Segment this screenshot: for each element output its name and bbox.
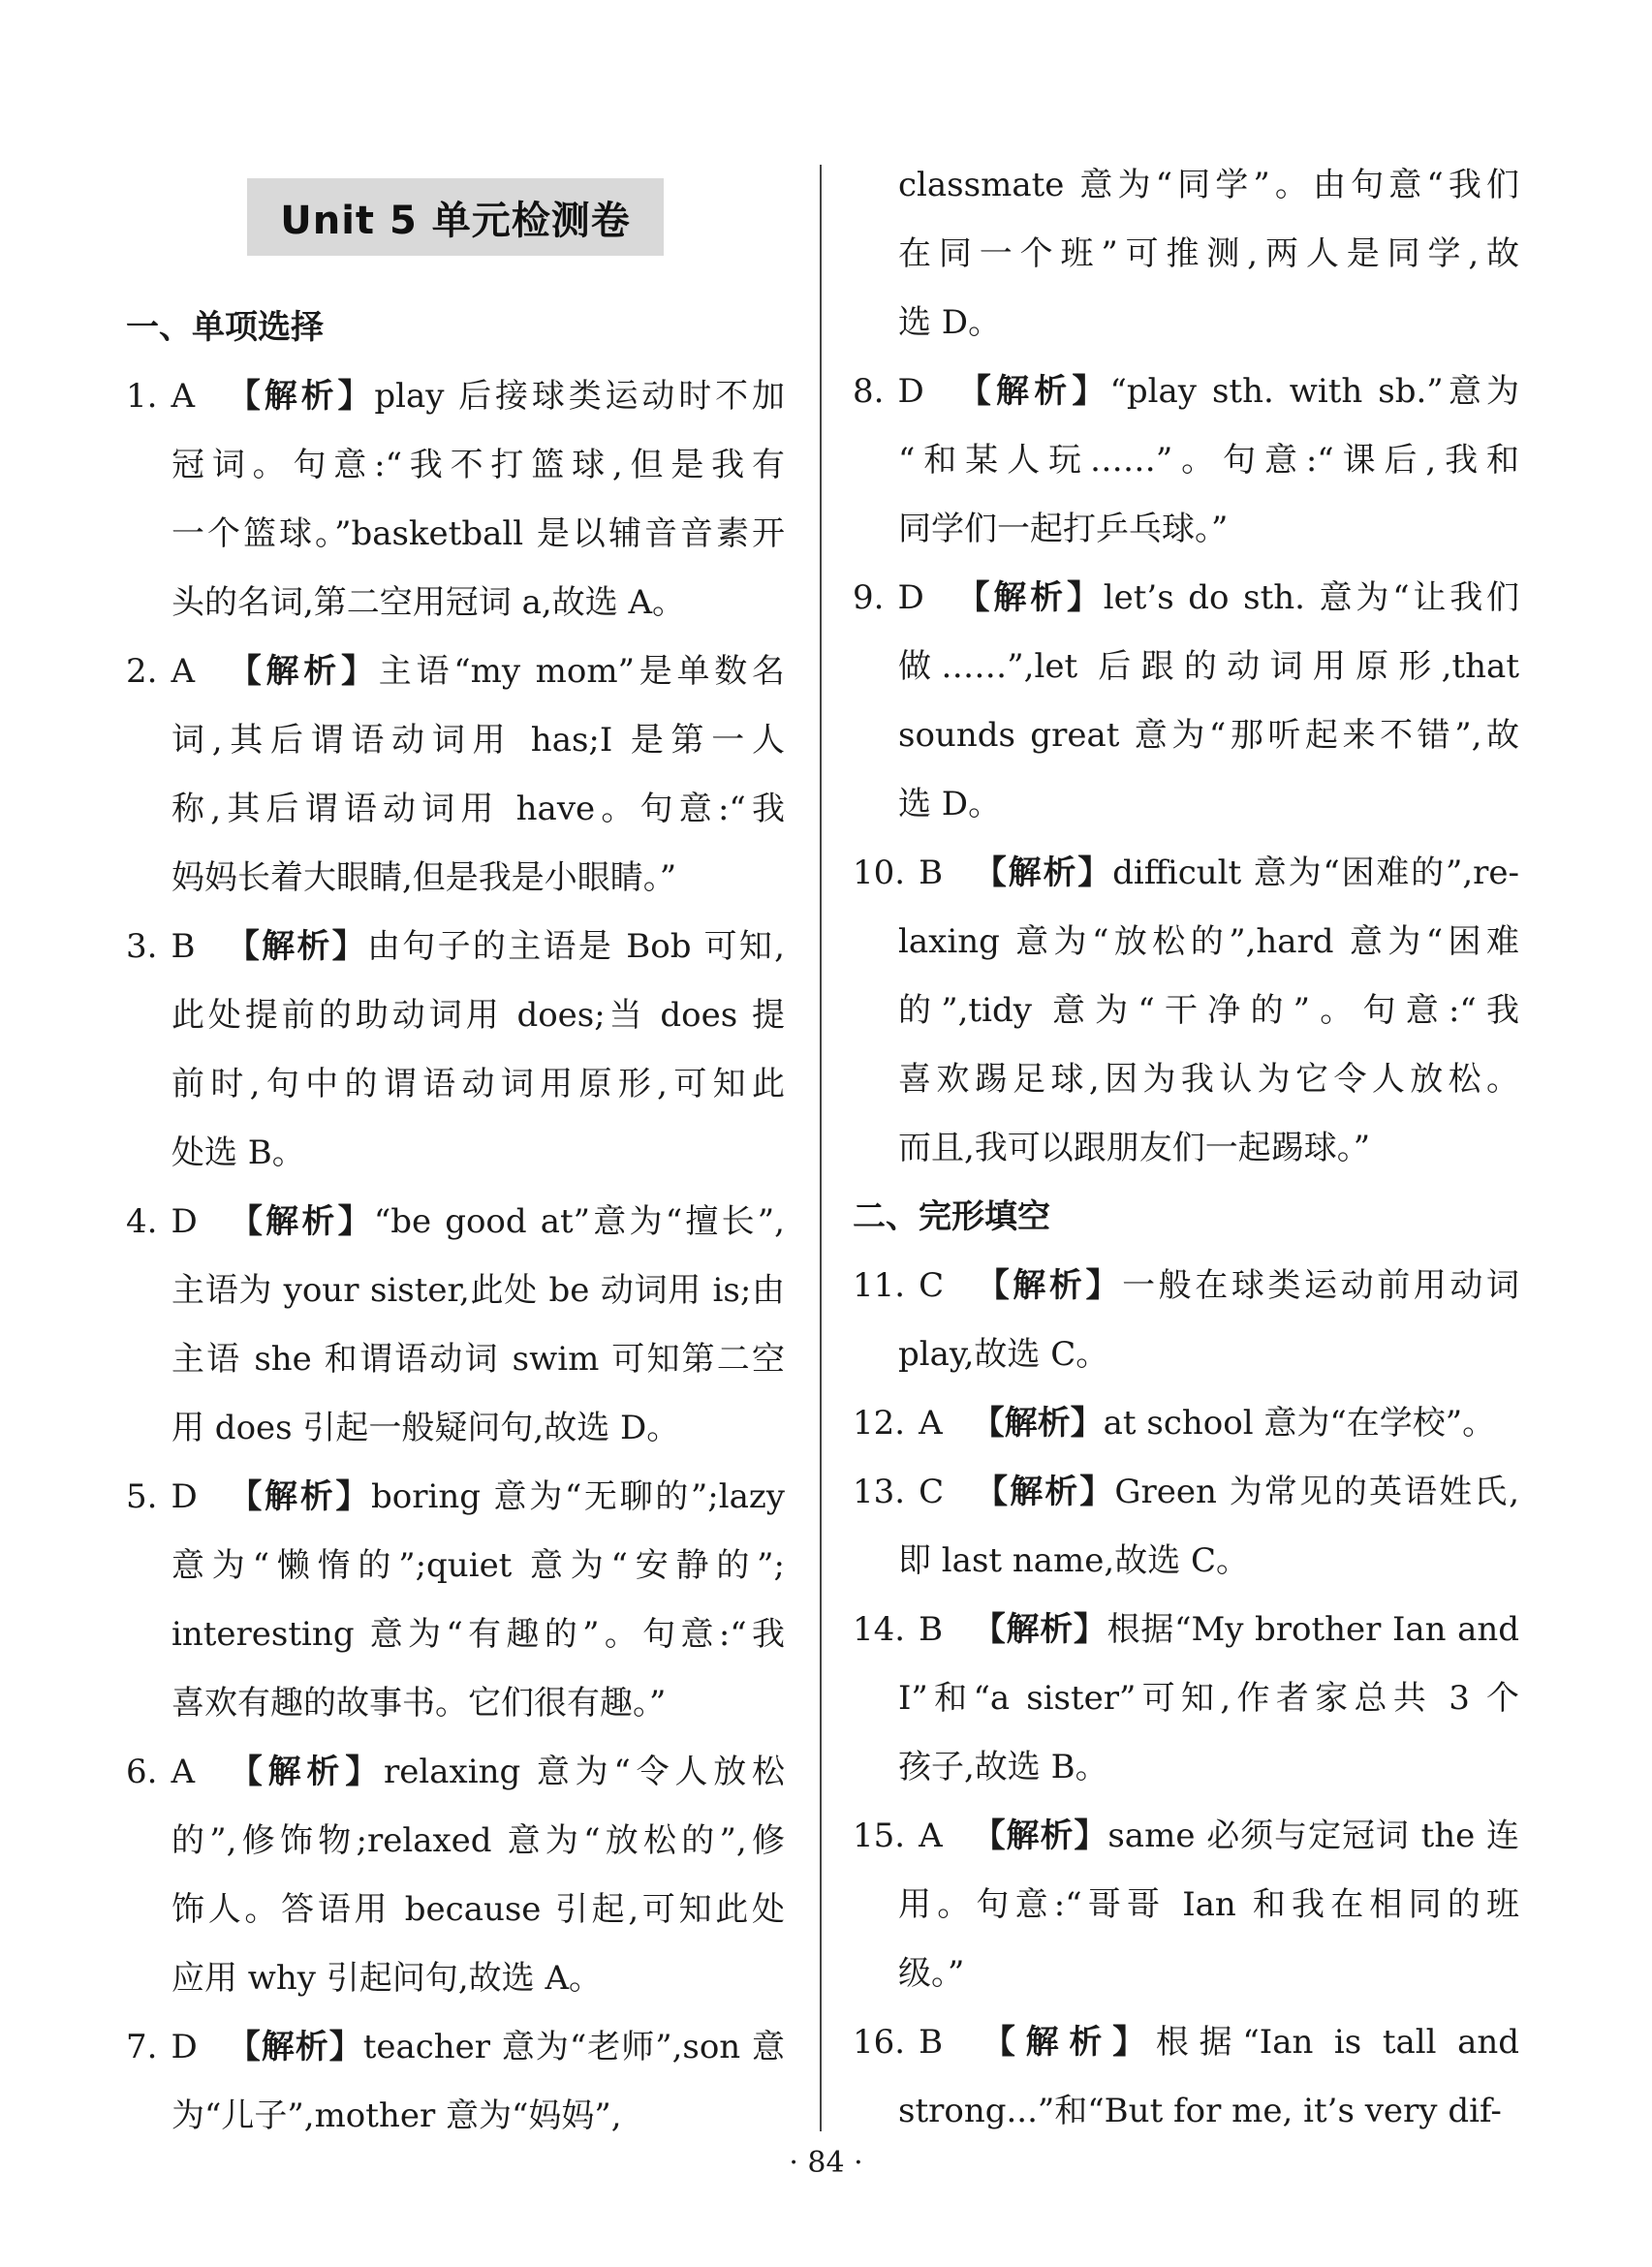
answer-line	[126, 1463, 785, 1532]
answer-item	[126, 1463, 785, 1738]
answer-line	[853, 426, 1519, 495]
analysis-text: 由句子的主语是 Bob 可知,	[366, 927, 785, 966]
answer-line	[853, 1940, 1519, 2008]
item-answer: A	[919, 1817, 943, 1855]
answer-line	[126, 1532, 785, 1600]
analysis-text: 处选 B。	[171, 1134, 305, 1172]
answer-line	[126, 431, 785, 500]
analysis-text: play,故选 C。	[898, 1335, 1109, 1374]
answer-line	[853, 633, 1519, 701]
analysis-tag: 【解析】	[952, 578, 1104, 617]
answer-item	[126, 1738, 785, 2013]
analysis-text: I”和“a sister”可知,作者家总共 3 个	[898, 1679, 1519, 1718]
answer-line	[853, 495, 1519, 564]
analysis-text: relaxing 意为“令人放松	[384, 1753, 785, 1791]
item-number: 15.	[853, 1817, 906, 1855]
column-divider	[820, 165, 822, 2131]
analysis-text: “play sth. with sb.”意为	[1109, 372, 1519, 411]
answer-line	[853, 357, 1519, 426]
answer-line	[853, 770, 1519, 839]
item-answer: C	[919, 1473, 945, 1511]
analysis-text: interesting 意为“有趣的”。句意:“我	[171, 1615, 785, 1654]
analysis-text: play 后接球类运动时不加	[374, 377, 785, 416]
answer-line	[853, 1871, 1519, 1940]
analysis-tag: 【解析】	[973, 1473, 1115, 1511]
answer-line	[126, 362, 785, 431]
analysis-text: 做……”,let 后跟的动词用原形,that	[898, 647, 1519, 686]
answer-line	[126, 1944, 785, 2013]
left-items	[126, 362, 785, 2151]
analysis-text: 前时,句中的谓语动词用原形,可知此	[171, 1065, 785, 1103]
analysis-tag: 【解析】	[972, 2023, 1156, 2062]
analysis-text: 选 D。	[898, 785, 1002, 823]
answer-item	[853, 1458, 1519, 1596]
analysis-text: “be good at”意为“擅长”,	[373, 1202, 785, 1241]
analysis-text: 级。”	[898, 1954, 965, 1993]
item-answer: A	[171, 1753, 196, 1791]
analysis-text: same 必须与定冠词 the 连	[1107, 1817, 1519, 1855]
right-items-b	[853, 1252, 1519, 2146]
answer-line	[126, 1394, 785, 1463]
analysis-text: 意为“懒惰的”;quiet 意为“安静的”;	[171, 1546, 785, 1585]
item-number: 12.	[853, 1404, 906, 1443]
answer-item	[126, 913, 785, 1188]
answer-line	[126, 1188, 785, 1257]
answer-line	[126, 706, 785, 775]
answer-line	[126, 1325, 785, 1394]
item-number: 8.	[853, 372, 885, 411]
item-answer: B	[171, 927, 196, 966]
item-number: 10.	[853, 854, 906, 892]
item-answer: C	[919, 1266, 945, 1305]
analysis-text: 一般在球类运动前用动词	[1122, 1266, 1519, 1305]
analysis-text: 即 last name,故选 C。	[898, 1541, 1250, 1580]
answer-item	[853, 564, 1519, 839]
answer-item	[853, 1802, 1519, 2008]
answer-line	[126, 1119, 785, 1188]
analysis-text: 主语 she 和谓语动词 swim 可知第二空	[171, 1340, 785, 1379]
answer-line	[126, 500, 785, 569]
section-heading-single-choice: 一、单项选择	[126, 308, 324, 347]
analysis-tag: 【解析】	[224, 927, 367, 966]
analysis-text: let’s do sth. 意为“让我们	[1103, 578, 1519, 617]
answer-line	[853, 1733, 1519, 1802]
answer-line	[126, 981, 785, 1050]
analysis-text: 根据“My brother Ian and	[1107, 1610, 1519, 1649]
answer-line	[126, 1050, 785, 1119]
answer-line	[126, 1807, 785, 1876]
right-column	[853, 151, 1519, 2146]
analysis-text: 根据“Ian is tall and	[1155, 2023, 1519, 2062]
analysis-tag: 【解析】	[224, 1753, 384, 1791]
answer-line	[853, 2008, 1519, 2077]
answer-line	[126, 1600, 785, 1669]
answer-line	[126, 2082, 785, 2151]
answer-line	[126, 1738, 785, 1807]
analysis-text: 主语“my mom”是单数名	[378, 652, 785, 691]
analysis-text: difficult 意为“困难的”,re-	[1112, 854, 1519, 892]
analysis-text: laxing 意为“放松的”,hard 意为“困难	[898, 922, 1519, 961]
analysis-text: 饰人。答语用 because 引起,可知此处	[171, 1890, 785, 1929]
analysis-text: 用。句意:“哥哥 Ian 和我在相同的班	[898, 1885, 1519, 1924]
answer-item	[853, 1389, 1519, 1458]
analysis-text: 喜欢踢足球,因为我认为它令人放松。	[898, 1060, 1519, 1099]
answer-item	[126, 1188, 785, 1463]
answer-line	[853, 1389, 1519, 1458]
answer-line	[853, 1664, 1519, 1733]
item-number: 6.	[126, 1753, 158, 1791]
answer-line	[853, 1527, 1519, 1596]
analysis-tag: 【解析】	[952, 372, 1110, 411]
analysis-text: 此处提前的助动词用 does;当 does 提	[171, 996, 785, 1035]
item-number: 5.	[126, 1477, 158, 1516]
analysis-text: 词,其后谓语动词用 has;I 是第一人	[171, 721, 785, 760]
answer-line	[853, 1320, 1519, 1389]
item-answer: D	[171, 2028, 198, 2066]
analysis-text: teacher 意为“老师”,son 意	[362, 2028, 785, 2066]
answer-line	[126, 1876, 785, 1944]
analysis-tag: 【解析】	[971, 1404, 1104, 1443]
analysis-text: 称,其后谓语动词用 have。句意:“我	[171, 790, 785, 828]
analysis-tag: 【解析】	[971, 1817, 1108, 1855]
item-answer: B	[919, 2023, 944, 2062]
analysis-text: 用 does 引起一般疑问句,故选 D。	[171, 1409, 680, 1447]
item-answer: A	[919, 1404, 943, 1443]
answer-line	[853, 908, 1519, 977]
item-7-continuation	[853, 151, 1519, 357]
answer-item	[853, 1252, 1519, 1389]
page-number: · 84 ·	[789, 2146, 863, 2180]
analysis-text: 应用 why 引起问句,故选 A。	[171, 1959, 602, 1998]
analysis-text: Green 为常见的英语姓氏,	[1114, 1473, 1519, 1511]
item-number: 4.	[126, 1202, 158, 1241]
answer-line	[126, 1669, 785, 1738]
answer-line	[853, 1252, 1519, 1320]
item-answer: D	[897, 578, 924, 617]
analysis-text: 为“儿子”,mother 意为“妈妈”,	[171, 2096, 622, 2135]
item-number: 2.	[126, 652, 158, 691]
analysis-tag: 【解析】	[224, 377, 375, 416]
analysis-text: 妈妈长着大眼睛,但是我是小眼睛。”	[171, 858, 677, 897]
answer-line	[853, 1045, 1519, 1114]
answer-line	[126, 569, 785, 637]
answer-line	[126, 2013, 785, 2082]
item-number: 1.	[126, 377, 158, 416]
analysis-text: at school 意为“在学校”。	[1103, 1404, 1496, 1443]
analysis-tag: 【解析】	[224, 652, 379, 691]
page-title: Unit 5 单元检测卷	[247, 178, 664, 256]
answer-item	[853, 1596, 1519, 1802]
answer-line	[853, 839, 1519, 908]
analysis-text: 头的名词,第二空用冠词 a,故选 A。	[171, 583, 686, 622]
item-number: 13.	[853, 1473, 906, 1511]
item-answer: B	[919, 854, 944, 892]
item-number: 3.	[126, 927, 158, 966]
answer-item	[126, 362, 785, 637]
item-number: 14.	[853, 1610, 906, 1649]
answer-line	[126, 844, 785, 913]
answer-item	[853, 357, 1519, 564]
item-number: 11.	[853, 1266, 906, 1305]
answer-line	[853, 1114, 1519, 1183]
item-answer: D	[171, 1477, 198, 1516]
item-answer: B	[919, 1610, 944, 1649]
answer-line	[126, 1257, 785, 1325]
analysis-text: 的”,修饰物;relaxed 意为“放松的”,修	[171, 1821, 785, 1860]
analysis-text: 而且,我可以跟朋友们一起踢球。”	[898, 1129, 1371, 1167]
answer-line	[126, 637, 785, 706]
answer-line	[126, 913, 785, 981]
answer-line	[853, 564, 1519, 633]
answer-line	[853, 2077, 1519, 2146]
item-answer: A	[171, 652, 196, 691]
analysis-text: 冠词。句意:“我不打篮球,但是我有	[171, 446, 785, 484]
analysis-text: 一个篮球。”basketball 是以辅音音素开	[171, 514, 785, 553]
analysis-tag: 【解析】	[226, 2028, 363, 2066]
item-answer: D	[171, 1202, 198, 1241]
item-answer: A	[171, 377, 196, 416]
answer-item	[126, 2013, 785, 2151]
answer-line	[853, 977, 1519, 1045]
answer-item	[126, 637, 785, 913]
analysis-tag: 【解析】	[226, 1202, 374, 1241]
answer-line: 选 D。	[898, 303, 1002, 342]
left-column	[126, 150, 785, 2151]
analysis-tag: 【解析】	[972, 854, 1113, 892]
analysis-text: 同学们一起打乒乓球。”	[898, 510, 1229, 548]
section-heading-cloze: 二、完形填空	[853, 1197, 1050, 1236]
item-number: 7.	[126, 2028, 158, 2066]
answer-line: 在同一个班”可推测,两人是同学,故	[898, 234, 1519, 273]
right-items-a	[853, 357, 1519, 1183]
analysis-text: 喜欢有趣的故事书。它们很有趣。”	[171, 1684, 667, 1723]
item-number: 9.	[853, 578, 885, 617]
answer-item	[853, 2008, 1519, 2146]
analysis-text: strong...”和“But for me, it’s very dif-	[898, 2092, 1502, 2130]
analysis-text: 孩子,故选 B。	[898, 1748, 1108, 1786]
answer-line	[853, 701, 1519, 770]
analysis-tag: 【解析】	[226, 1477, 372, 1516]
analysis-text: sounds great 意为“那听起来不错”,故	[898, 716, 1519, 755]
analysis-text: boring 意为“无聊的”;lazy	[371, 1477, 785, 1516]
answer-line	[126, 775, 785, 844]
item-number: 16.	[853, 2023, 906, 2062]
analysis-text: 的”,tidy 意为“干净的”。句意:“我	[898, 991, 1519, 1030]
item-answer: D	[897, 372, 924, 411]
answer-line	[853, 1596, 1519, 1664]
answer-line	[853, 1802, 1519, 1871]
analysis-tag: 【解析】	[972, 1610, 1107, 1649]
analysis-text: 主语为 your sister,此处 be 动词用 is;由	[171, 1271, 785, 1310]
answer-line: classmate 意为“同学”。由句意“我们	[898, 166, 1519, 204]
analysis-text: “和某人玩……”。句意:“课后,我和	[898, 441, 1519, 480]
answer-line	[853, 1458, 1519, 1527]
analysis-tag: 【解析】	[973, 1266, 1123, 1305]
answer-item	[853, 839, 1519, 1183]
